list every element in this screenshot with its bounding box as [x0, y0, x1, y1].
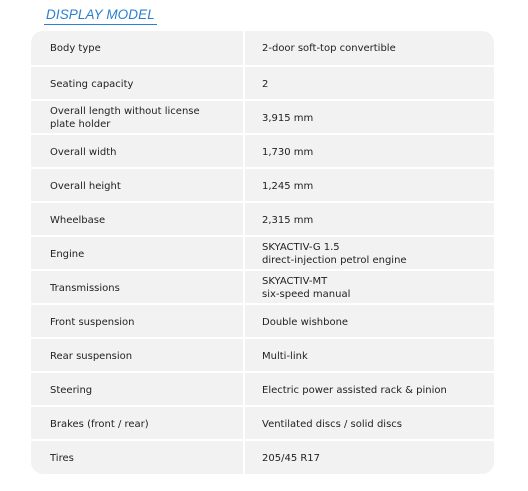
spec-value-line: direct-injection petrol engine	[262, 255, 407, 266]
spec-value-line: SKYACTIV-MT	[262, 276, 328, 287]
spec-label: Transmissions	[31, 271, 245, 305]
spec-label: Front suspension	[31, 305, 245, 339]
spec-value: 205/45 R17	[262, 453, 321, 464]
spec-label: Steering	[31, 373, 245, 407]
spec-label: Seating capacity	[31, 67, 245, 101]
spec-label: Overall height	[31, 169, 245, 203]
spec-value: 3,915 mm	[262, 112, 314, 124]
spec-row-rear-suspension	[31, 337, 494, 373]
spec-row-transmissions	[31, 269, 494, 305]
spec-row-tires	[31, 439, 494, 474]
spec-row-steering	[31, 371, 494, 407]
spec-value: Ventilated discs / solid discs	[262, 418, 402, 430]
spec-row-overall-height	[31, 167, 494, 203]
spec-table	[31, 31, 494, 474]
spec-label-line: Overall length without license	[50, 106, 200, 117]
spec-row-overall-length	[31, 99, 494, 135]
spec-row-engine	[31, 235, 494, 271]
spec-value-line: SKYACTIV-G 1.5	[262, 242, 340, 253]
spec-label: Wheelbase	[31, 203, 245, 237]
spec-label: Overall width	[31, 135, 245, 169]
spec-label: Tires	[31, 441, 245, 474]
spec-label: Engine	[31, 237, 245, 271]
spec-value: Multi-link	[262, 350, 308, 362]
spec-row-brakes	[31, 405, 494, 441]
spec-label: Rear suspension	[31, 339, 245, 373]
spec-value	[245, 237, 494, 271]
spec-value: 1,245 mm	[262, 180, 314, 192]
spec-row-front-suspension	[31, 303, 494, 339]
spec-value	[245, 271, 494, 305]
spec-label-line: plate holder	[50, 119, 111, 130]
spec-label: Brakes (front / rear)	[31, 407, 245, 441]
spec-value: Electric power assisted rack & pinion	[262, 384, 447, 396]
spec-value: 1,730 mm	[262, 146, 314, 158]
spec-label: Body type	[31, 31, 245, 65]
section-title: DISPLAY MODEL	[46, 7, 155, 22]
spec-value: 2	[262, 78, 269, 90]
spec-value: 2,315 mm	[262, 214, 314, 226]
spec-value: Double wishbone	[262, 316, 349, 328]
spec-value: 2-door soft-top convertible	[262, 42, 396, 54]
spec-row-overall-width	[31, 133, 494, 169]
spec-row-wheelbase	[31, 201, 494, 237]
spec-value-line: six-speed manual	[262, 289, 351, 300]
spec-label	[31, 101, 245, 135]
spec-row-seating-capacity	[31, 65, 494, 101]
spec-row-body-type	[31, 31, 494, 65]
